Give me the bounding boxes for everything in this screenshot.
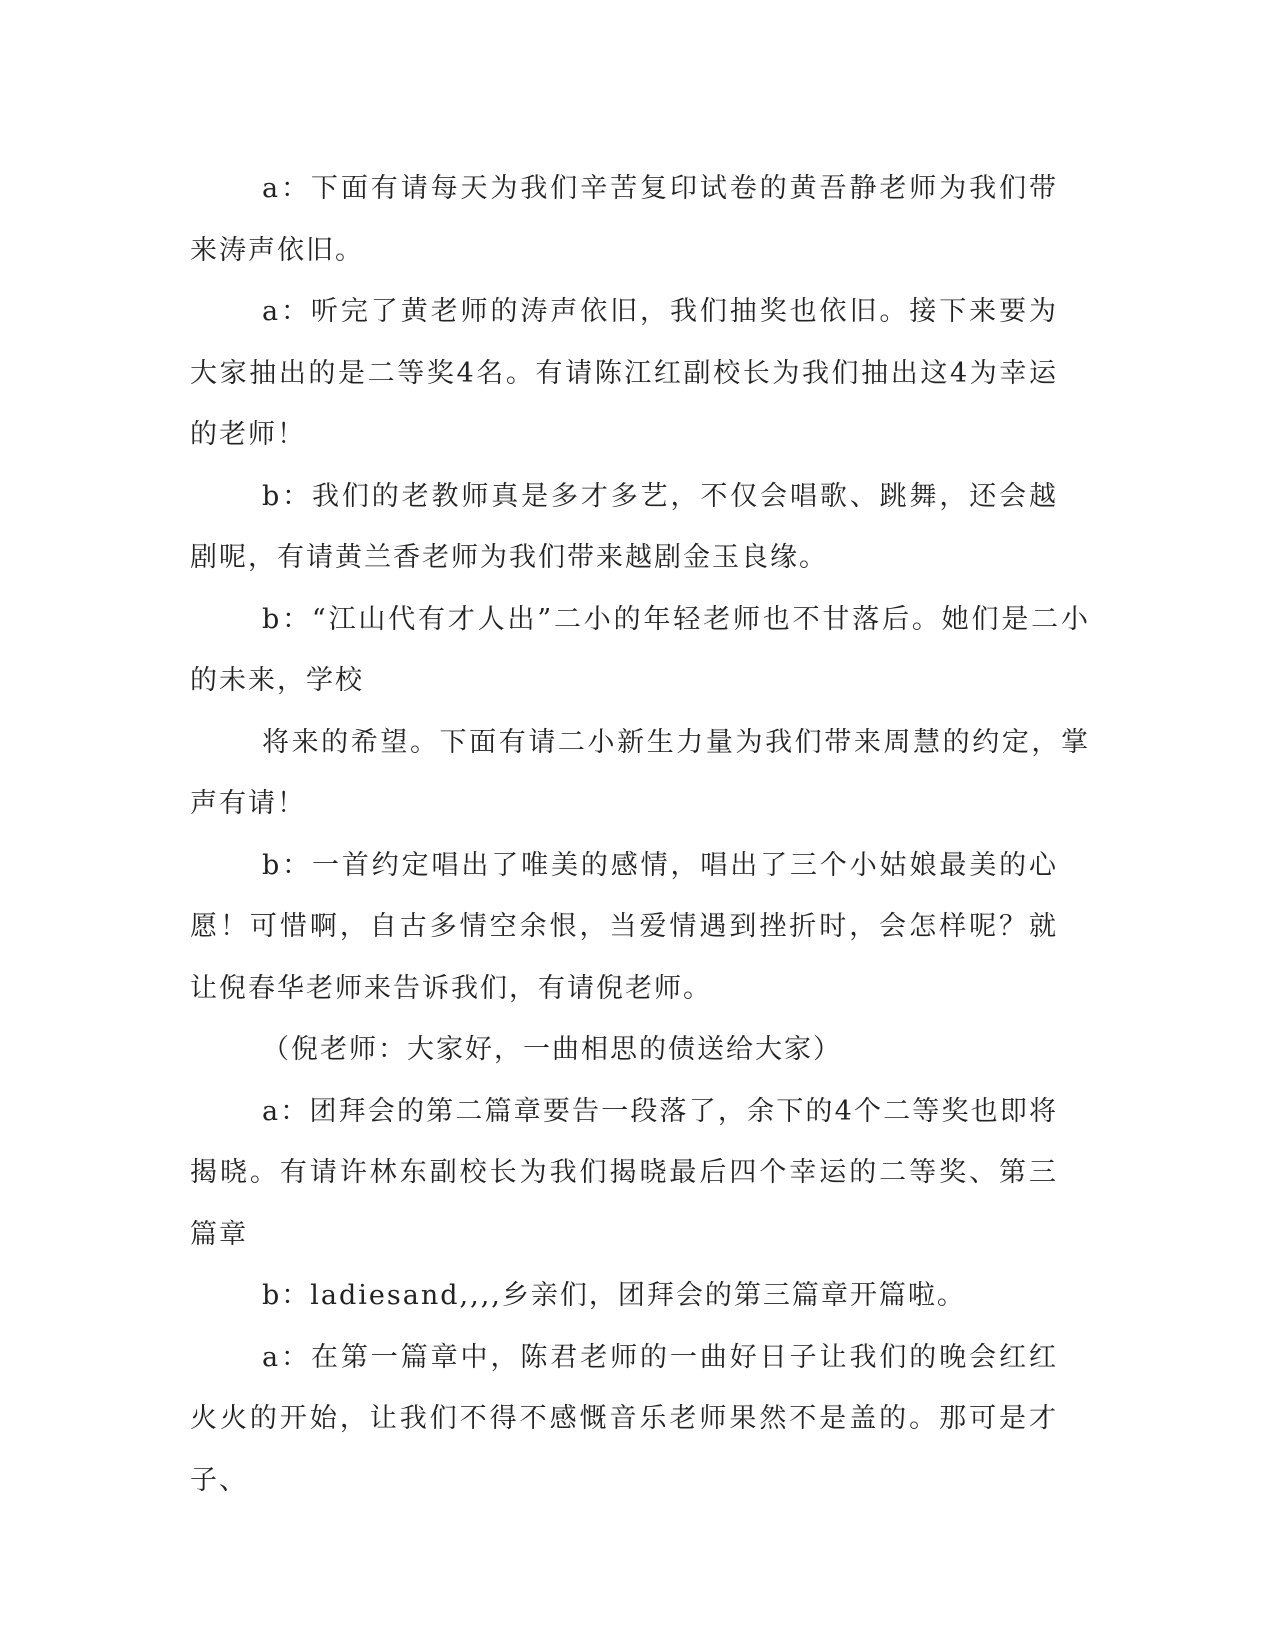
paragraph: b：我们的老教师真是多才多艺，不仅会唱歌、跳舞，还会越剧呢，有请黄兰香老师为我们带来越剧金玉良缘。	[190, 480, 1058, 573]
document-body	[190, 158, 1090, 1511]
paragraph: b：“江山代有才人出”二小的年轻老师也不甘落后。她们是二小的未来，学校	[190, 603, 1090, 696]
paragraph: a：听完了黄老师的涛声依旧，我们抽奖也依旧。接下来要为大家抽出的是二等奖4名。有请陈江红副校长为我们抽出这4为幸运的老师！	[190, 296, 1058, 450]
paragraph: a：下面有请每天为我们辛苦复印试卷的黄吾静老师为我们带来涛声依旧。	[190, 173, 1058, 266]
paragraph: 将来的希望。下面有请二小新生力量为我们带来周慧的约定，掌声有请！	[190, 726, 1090, 819]
paragraph: a：在第一篇章中，陈君老师的一曲好日子让我们的晚会红红火火的开始，让我们不得不感慨音乐老师果然不是盖的。那可是才子、	[190, 1341, 1058, 1496]
paragraph: a：团拜会的第二篇章要告一段落了，余下的4个二等奖也即将揭晓。有请许林东副校长为我们揭晓最后四个幸运的二等奖、第三篇章	[190, 1095, 1058, 1250]
paragraph: （倪老师：大家好，一曲相思的债送给大家）	[262, 1034, 842, 1065]
paragraph: b：一首约定唱出了唯美的感情，唱出了三个小姑娘最美的心愿！可惜啊，自古多情空余恨，当爱情遇到挫折时，会怎样呢？就让倪春华老师来告诉我们，有请倪老师。	[190, 849, 1058, 1004]
paragraph: b：ladiesand,,,,乡亲们，团拜会的第三篇章开篇啦。	[262, 1280, 966, 1311]
